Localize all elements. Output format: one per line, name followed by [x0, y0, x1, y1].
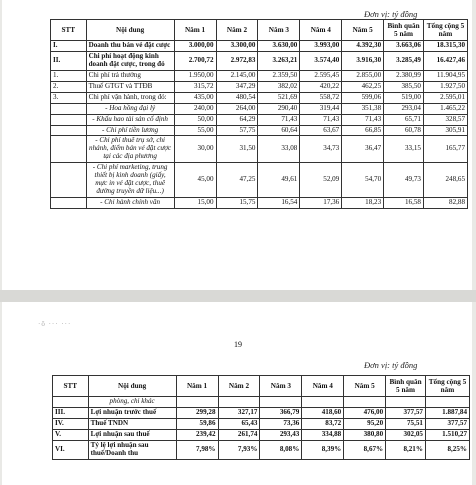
table-row [53, 418, 470, 429]
value-cell: 3.300,00 [216, 41, 258, 52]
value-cell: 65,43 [218, 418, 260, 429]
page-gap [0, 290, 476, 302]
value-cell: 30,00 [174, 136, 216, 163]
value-cell: 377,57 [425, 418, 469, 429]
header-cell: Bình quân 5 năm [386, 376, 426, 397]
value-cell: 302,05 [386, 429, 426, 440]
value-cell [176, 397, 218, 408]
value-cell: 248,65 [423, 163, 467, 198]
value-cell [260, 397, 302, 408]
value-cell: 290,40 [258, 103, 300, 114]
table-body [53, 397, 470, 460]
header-cell: Nội dung [86, 20, 174, 41]
description-cell: - Chi phí thuê trụ sở, chi nhánh, điểm bán vé đặt cược tại các địa phương [86, 136, 174, 163]
description-cell: - Chi phí tiền lương [86, 125, 174, 136]
value-cell: 351,38 [342, 103, 384, 114]
row-number-cell [51, 125, 87, 136]
value-cell: 299,28 [176, 407, 218, 418]
header-cell: Tổng cộng 5 năm [423, 20, 467, 41]
value-cell: 239,42 [176, 429, 218, 440]
table-row [51, 51, 468, 70]
value-cell: 50,00 [174, 114, 216, 125]
value-cell: 380,80 [344, 429, 386, 440]
value-cell: 55,00 [174, 125, 216, 136]
value-cell: 377,57 [386, 407, 426, 418]
value-cell: 18.315,30 [423, 41, 467, 52]
value-cell: 3.663,06 [384, 41, 424, 52]
header-cell: Năm 3 [260, 376, 302, 397]
value-cell: 1.950,00 [174, 70, 216, 81]
row-number-cell: 3. [51, 92, 87, 103]
table-row [53, 397, 470, 408]
value-cell: 2.595,45 [300, 70, 342, 81]
table-header-row [53, 376, 470, 397]
value-cell: 315,72 [174, 81, 216, 92]
value-cell: 59,86 [176, 418, 218, 429]
scratch-mark: ·ǒ ··· ··· [38, 320, 72, 328]
value-cell: 33,15 [384, 136, 424, 163]
table-body [51, 41, 468, 209]
value-cell: 240,00 [174, 103, 216, 114]
description-cell: Lợi nhuận sau thuế [88, 429, 176, 440]
value-cell: 8,67% [344, 440, 386, 459]
description-cell: Doanh thu bán vé đặt cược [86, 41, 174, 52]
value-cell: 385,50 [384, 81, 424, 92]
header-cell: Năm 1 [174, 20, 216, 41]
value-cell: 71,43 [342, 114, 384, 125]
row-number-cell: II. [51, 51, 87, 70]
value-cell: 4.392,30 [342, 41, 384, 52]
value-cell: 3.000,00 [174, 41, 216, 52]
header-cell: Năm 2 [218, 376, 260, 397]
value-cell: 15,75 [216, 198, 258, 209]
table-row [53, 440, 470, 459]
value-cell: 11.904,95 [423, 70, 467, 81]
value-cell: 334,88 [302, 429, 344, 440]
financial-table-part2 [52, 375, 470, 460]
value-cell: 519,00 [384, 92, 424, 103]
header-cell: Năm 2 [216, 20, 258, 41]
value-cell: 65,71 [384, 114, 424, 125]
value-cell: 418,60 [302, 407, 344, 418]
description-cell: Thuế TNDN [88, 418, 176, 429]
description-cell: Thuế GTGT và TTĐB [86, 81, 174, 92]
value-cell: 8,08% [260, 440, 302, 459]
header-cell: Nội dung [88, 376, 176, 397]
row-number-cell: V. [53, 429, 89, 440]
value-cell: 8,25% [425, 440, 469, 459]
value-cell: 293,43 [260, 429, 302, 440]
header-cell: Năm 5 [342, 20, 384, 41]
description-cell: - Chi hành chính văn [86, 198, 174, 209]
table-row [51, 81, 468, 92]
row-number-cell [51, 198, 87, 209]
value-cell: 3.285,49 [384, 51, 424, 70]
table-row [51, 125, 468, 136]
header-cell: STT [51, 20, 87, 41]
page-upper [2, 0, 472, 290]
value-cell: 16,54 [258, 198, 300, 209]
header-cell: Năm 3 [258, 20, 300, 41]
value-cell: 52,09 [300, 163, 342, 198]
value-cell: 66,85 [342, 125, 384, 136]
table-row [53, 429, 470, 440]
value-cell: 83,72 [302, 418, 344, 429]
value-cell: 480,54 [216, 92, 258, 103]
value-cell: 2.700,72 [174, 51, 216, 70]
value-cell: 60,64 [258, 125, 300, 136]
value-cell: 47,25 [216, 163, 258, 198]
value-cell: 1.465,22 [423, 103, 467, 114]
value-cell: 54,70 [342, 163, 384, 198]
table-row [51, 103, 468, 114]
value-cell: 8,39% [302, 440, 344, 459]
value-cell: 73,36 [260, 418, 302, 429]
value-cell: 75,51 [386, 418, 426, 429]
table-row [53, 407, 470, 418]
row-number-cell [51, 163, 87, 198]
value-cell: 15,00 [174, 198, 216, 209]
description-cell: Chi phí hoạt động kinh doanh đặt cược, trong đó [86, 51, 174, 70]
header-cell: Năm 4 [302, 376, 344, 397]
value-cell: 3.993,00 [300, 41, 342, 52]
value-cell: 71,43 [300, 114, 342, 125]
description-cell: - Khấu hao tài sản cố định [86, 114, 174, 125]
row-number-cell: VI. [53, 440, 89, 459]
row-number-cell: 2. [51, 81, 87, 92]
value-cell: 49,73 [384, 163, 424, 198]
table-row [51, 163, 468, 198]
table-row [51, 198, 468, 209]
table-row [51, 92, 468, 103]
value-cell: 347,29 [216, 81, 258, 92]
description-cell: phòng, chi khác [88, 397, 176, 408]
value-cell: 31,50 [216, 136, 258, 163]
value-cell: 558,72 [300, 92, 342, 103]
page-number: 19 [234, 340, 242, 349]
header-cell: STT [53, 376, 89, 397]
table-row [51, 41, 468, 52]
value-cell: 319,44 [300, 103, 342, 114]
table-row [51, 136, 468, 163]
value-cell: 264,00 [216, 103, 258, 114]
value-cell: 34,73 [300, 136, 342, 163]
header-cell: Bình quân 5 năm [384, 20, 424, 41]
value-cell: 2.380,99 [384, 70, 424, 81]
value-cell: 49,61 [258, 163, 300, 198]
value-cell: 95,20 [344, 418, 386, 429]
value-cell [425, 397, 469, 408]
header-cell: Năm 5 [344, 376, 386, 397]
value-cell: 521,69 [258, 92, 300, 103]
value-cell: 328,57 [423, 114, 467, 125]
description-cell: - Hoa hồng đại lý [86, 103, 174, 114]
value-cell: 63,67 [300, 125, 342, 136]
row-number-cell [51, 136, 87, 163]
value-cell: 476,00 [344, 407, 386, 418]
value-cell: 3.916,30 [342, 51, 384, 70]
value-cell: 3.263,21 [258, 51, 300, 70]
value-cell: 45,00 [174, 163, 216, 198]
description-cell: Chi phí vận hành, trong đó: [86, 92, 174, 103]
description-cell: - Chi phí marketing, trung thiết bị kinh doanh (giấy, mực in vé đặt cược, thuê đường truyền dữ liệu...) [86, 163, 174, 198]
value-cell: 3.574,40 [300, 51, 342, 70]
value-cell: 261,74 [218, 429, 260, 440]
value-cell: 2.145,00 [216, 70, 258, 81]
header-cell: Năm 4 [300, 20, 342, 41]
description-cell: Lợi nhuận trước thuế [88, 407, 176, 418]
value-cell: 57,75 [216, 125, 258, 136]
value-cell: 18,23 [342, 198, 384, 209]
table-row [51, 114, 468, 125]
value-cell: 293,04 [384, 103, 424, 114]
table-row [51, 70, 468, 81]
value-cell: 420,22 [300, 81, 342, 92]
value-cell: 71,43 [258, 114, 300, 125]
value-cell: 64,29 [216, 114, 258, 125]
financial-table-part1 [50, 19, 468, 209]
value-cell: 366,79 [260, 407, 302, 418]
value-cell: 1.887,84 [425, 407, 469, 418]
value-cell: 16.427,46 [423, 51, 467, 70]
value-cell: 7,98% [176, 440, 218, 459]
value-cell: 1.927,50 [423, 81, 467, 92]
value-cell: 435,00 [174, 92, 216, 103]
value-cell: 17,36 [300, 198, 342, 209]
value-cell: 2.855,00 [342, 70, 384, 81]
row-number-cell [51, 103, 87, 114]
value-cell [386, 397, 426, 408]
description-cell: Chi phí trả thưởng [86, 70, 174, 81]
header-cell: Năm 1 [176, 376, 218, 397]
value-cell: 60,78 [384, 125, 424, 136]
row-number-cell: IV. [53, 418, 89, 429]
value-cell: 462,25 [342, 81, 384, 92]
value-cell: 382,02 [258, 81, 300, 92]
unit-label: Đơn vị: tỷ đồng [364, 360, 418, 370]
value-cell: 1.510,27 [425, 429, 469, 440]
value-cell [218, 397, 260, 408]
value-cell: 2.972,83 [216, 51, 258, 70]
value-cell: 82,88 [423, 198, 467, 209]
header-cell: Tổng cộng 5 năm [425, 376, 469, 397]
row-number-cell: I. [51, 41, 87, 52]
row-number-cell: III. [53, 407, 89, 418]
description-cell: Tỷ lệ lợi nhuận sau thuế/Doanh thu [88, 440, 176, 459]
value-cell: 165,77 [423, 136, 467, 163]
value-cell: 33,08 [258, 136, 300, 163]
value-cell: 3.630,00 [258, 41, 300, 52]
value-cell: 8,21% [386, 440, 426, 459]
row-number-cell: 1. [51, 70, 87, 81]
value-cell: 2.595,01 [423, 92, 467, 103]
value-cell: 7,93% [218, 440, 260, 459]
value-cell: 305,91 [423, 125, 467, 136]
value-cell [344, 397, 386, 408]
value-cell [302, 397, 344, 408]
row-number-cell [53, 397, 89, 408]
value-cell: 327,17 [218, 407, 260, 418]
value-cell: 2.359,50 [258, 70, 300, 81]
value-cell: 36,47 [342, 136, 384, 163]
value-cell: 599,06 [342, 92, 384, 103]
row-number-cell [51, 114, 87, 125]
page-lower [2, 302, 472, 485]
unit-label: Đơn vị: tỷ đồng [364, 9, 418, 19]
value-cell: 16,58 [384, 198, 424, 209]
table-header-row [51, 20, 468, 41]
